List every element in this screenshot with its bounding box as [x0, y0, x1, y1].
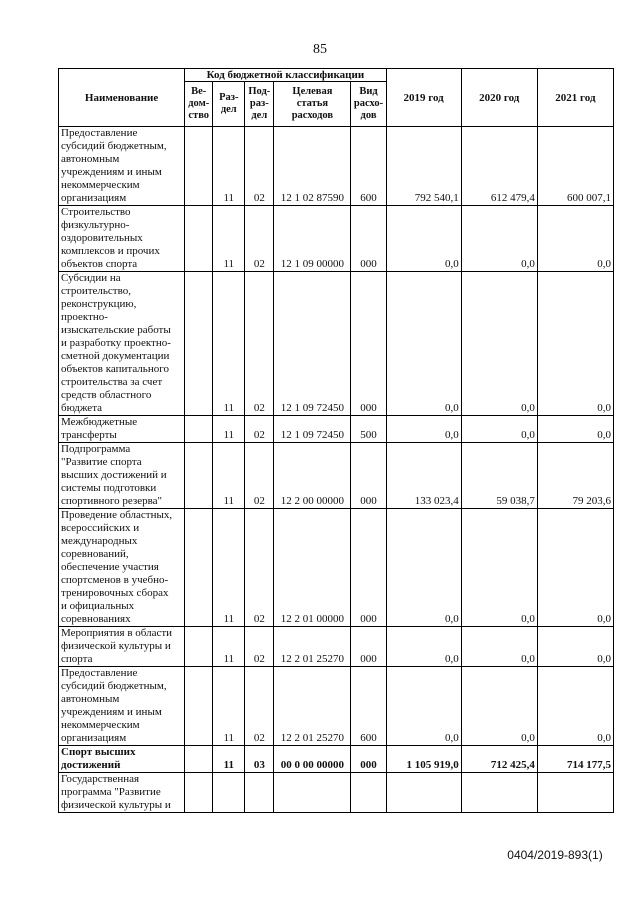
header-2020: 2020 год: [461, 69, 537, 127]
cell-razdel: 11: [213, 746, 245, 773]
cell-target-article: 12 2 01 25270: [274, 627, 351, 667]
cell-name: Проведение областных, всероссийских и международных соревнований, обеспечение участия спортсменов в учебно- тренировочных сборах и официальных соревнованиях: [59, 509, 185, 627]
cell-2019: 0,0: [386, 206, 461, 272]
cell-2020: 612 479,4: [461, 127, 537, 206]
document-code: 0404/2019-893(1): [507, 848, 603, 862]
table-row: [59, 127, 614, 206]
cell-target-article: 12 1 09 72450: [274, 416, 351, 443]
cell-expense-type: [351, 773, 386, 813]
cell-target-article: 12 1 09 00000: [274, 206, 351, 272]
cell-vedomstvo: [185, 206, 213, 272]
cell-vedomstvo: [185, 127, 213, 206]
cell-target-article: 12 2 01 00000: [274, 509, 351, 627]
table-row: [59, 416, 614, 443]
cell-2020: 0,0: [461, 667, 537, 746]
cell-target-article: 12 1 02 87590: [274, 127, 351, 206]
cell-razdel: 11: [213, 416, 245, 443]
table-row: [59, 773, 614, 813]
cell-expense-type: 500: [351, 416, 386, 443]
cell-name: Межбюджетные трансферты: [59, 416, 185, 443]
cell-2021: 79 203,6: [537, 443, 613, 509]
cell-razdel: 11: [213, 272, 245, 416]
cell-2020: [461, 773, 537, 813]
cell-expense-type: 000: [351, 443, 386, 509]
header-vedomstvo: Ве- дом- ство: [185, 82, 213, 127]
cell-2019: 133 023,4: [386, 443, 461, 509]
cell-2019: [386, 773, 461, 813]
cell-vedomstvo: [185, 746, 213, 773]
cell-2021: 0,0: [537, 667, 613, 746]
cell-vedomstvo: [185, 443, 213, 509]
cell-expense-type: 000: [351, 272, 386, 416]
cell-podrazdel: 02: [245, 667, 274, 746]
table-row: [59, 272, 614, 416]
header-2019: 2019 год: [386, 69, 461, 127]
cell-name: Подпрограмма "Развитие спорта высших достижений и системы подготовки спортивного резерва": [59, 443, 185, 509]
cell-razdel: 11: [213, 509, 245, 627]
cell-podrazdel: 02: [245, 127, 274, 206]
cell-razdel: 11: [213, 627, 245, 667]
cell-name: Предоставление субсидий бюджетным, автономным учреждениям и иным некоммерческим организациям: [59, 127, 185, 206]
cell-podrazdel: [245, 773, 274, 813]
cell-2020: 0,0: [461, 206, 537, 272]
cell-name: Спорт высших достижений: [59, 746, 185, 773]
cell-2019: 792 540,1: [386, 127, 461, 206]
cell-2021: 714 177,5: [537, 746, 613, 773]
cell-2020: 712 425,4: [461, 746, 537, 773]
cell-podrazdel: 03: [245, 746, 274, 773]
cell-2021: 600 007,1: [537, 127, 613, 206]
cell-2021: 0,0: [537, 416, 613, 443]
cell-name: Субсидии на строительство, реконструкцию, проектно- изыскательские работы и разработку проектно- сметной документации объектов капитального строительства за счет средств областного бюджета: [59, 272, 185, 416]
table-row: [59, 667, 614, 746]
cell-2021: 0,0: [537, 627, 613, 667]
cell-vedomstvo: [185, 773, 213, 813]
cell-vedomstvo: [185, 272, 213, 416]
cell-target-article: 00 0 00 00000: [274, 746, 351, 773]
table-row: [59, 746, 614, 773]
cell-podrazdel: 02: [245, 443, 274, 509]
cell-podrazdel: 02: [245, 272, 274, 416]
cell-2020: 0,0: [461, 416, 537, 443]
cell-name: Государственная программа "Развитие физической культуры и: [59, 773, 185, 813]
cell-vedomstvo: [185, 509, 213, 627]
budget-table: [58, 68, 614, 813]
table-row: [59, 509, 614, 627]
table-row: [59, 206, 614, 272]
cell-target-article: 12 1 09 72450: [274, 272, 351, 416]
cell-podrazdel: 02: [245, 509, 274, 627]
cell-expense-type: 600: [351, 667, 386, 746]
header-2021: 2021 год: [537, 69, 613, 127]
cell-podrazdel: 02: [245, 627, 274, 667]
cell-name: Строительство физкультурно- оздоровительных комплексов и прочих объектов спорта: [59, 206, 185, 272]
cell-target-article: 12 2 00 00000: [274, 443, 351, 509]
cell-razdel: 11: [213, 443, 245, 509]
cell-vedomstvo: [185, 416, 213, 443]
cell-vedomstvo: [185, 667, 213, 746]
cell-2019: 0,0: [386, 667, 461, 746]
header-name: Наименование: [59, 69, 185, 127]
cell-2021: [537, 773, 613, 813]
table-row: [59, 443, 614, 509]
cell-podrazdel: 02: [245, 206, 274, 272]
cell-2021: 0,0: [537, 272, 613, 416]
cell-razdel: 11: [213, 206, 245, 272]
cell-razdel: 11: [213, 667, 245, 746]
cell-target-article: 12 2 01 25270: [274, 667, 351, 746]
cell-vedomstvo: [185, 627, 213, 667]
cell-expense-type: 000: [351, 627, 386, 667]
cell-2020: 0,0: [461, 509, 537, 627]
cell-2019: 1 105 919,0: [386, 746, 461, 773]
cell-name: Мероприятия в области физической культуры и спорта: [59, 627, 185, 667]
cell-2021: 0,0: [537, 206, 613, 272]
cell-2019: 0,0: [386, 416, 461, 443]
cell-2020: 0,0: [461, 627, 537, 667]
cell-podrazdel: 02: [245, 416, 274, 443]
page-number: 85: [313, 42, 327, 57]
cell-name: Предоставление субсидий бюджетным, автономным учреждениям и иным некоммерческим организациям: [59, 667, 185, 746]
cell-2021: 0,0: [537, 509, 613, 627]
header-razdel: Раз- дел: [213, 82, 245, 127]
cell-expense-type: 000: [351, 206, 386, 272]
cell-2019: 0,0: [386, 509, 461, 627]
cell-expense-type: 600: [351, 127, 386, 206]
cell-2019: 0,0: [386, 272, 461, 416]
table-row: [59, 627, 614, 667]
header-classification-group: Код бюджетной классификации: [185, 69, 386, 82]
cell-expense-type: 000: [351, 746, 386, 773]
cell-razdel: [213, 773, 245, 813]
header-expense-type: Вид расхо- дов: [351, 82, 386, 127]
header-row: [59, 69, 614, 82]
cell-2019: 0,0: [386, 627, 461, 667]
cell-target-article: [274, 773, 351, 813]
cell-2020: 59 038,7: [461, 443, 537, 509]
cell-2020: 0,0: [461, 272, 537, 416]
cell-expense-type: 000: [351, 509, 386, 627]
header-podrazdel: Под- раз- дел: [245, 82, 274, 127]
cell-razdel: 11: [213, 127, 245, 206]
header-target-article: Целевая статья расходов: [274, 82, 351, 127]
